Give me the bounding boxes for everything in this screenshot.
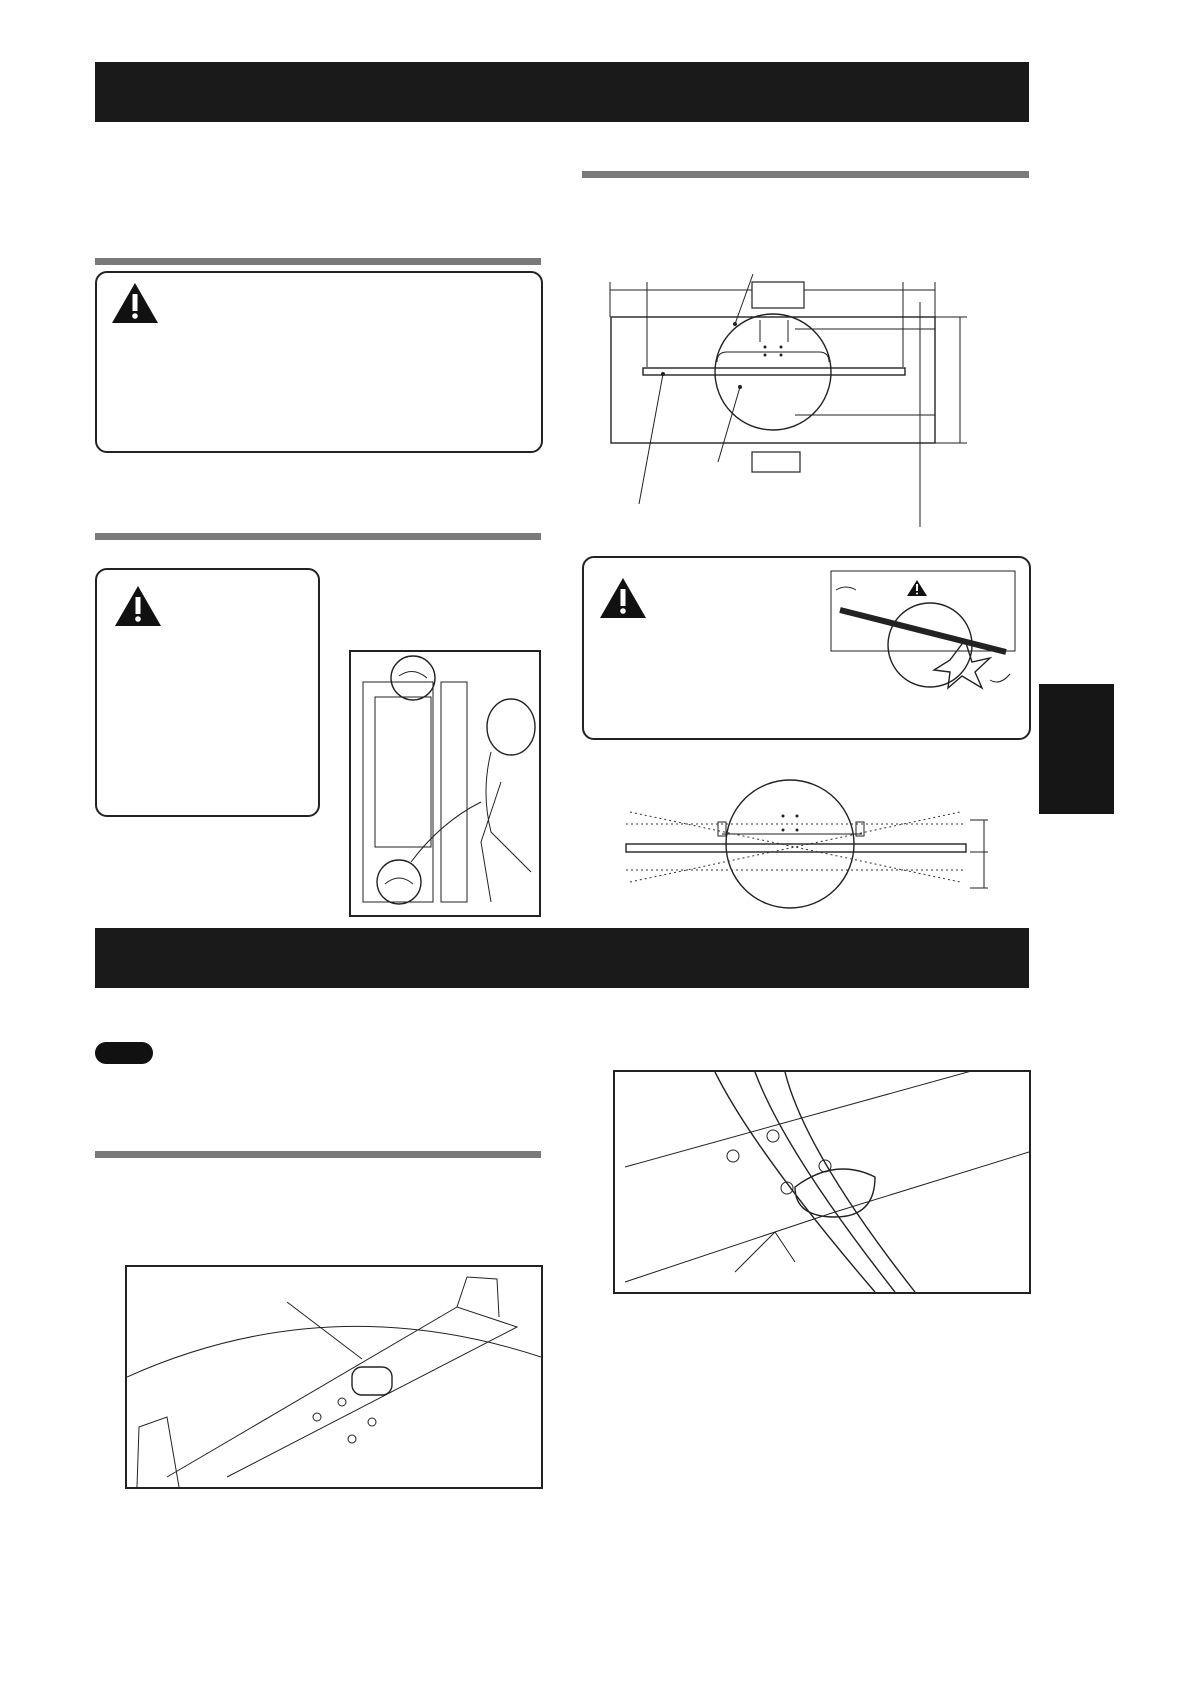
stand-base-illustration — [125, 1265, 543, 1489]
middle-title-band — [95, 928, 1029, 988]
lifting-illustration — [349, 650, 541, 917]
warning-box-1 — [95, 271, 543, 453]
warning-box-3 — [582, 556, 1031, 740]
section-rule-left-2 — [95, 533, 541, 540]
section-rule-left-3 — [95, 1151, 541, 1158]
stand-dimension-diagram — [605, 272, 975, 534]
cable-clamp-illustration — [613, 1070, 1031, 1294]
tilt-warning-illustration — [830, 570, 1016, 695]
warning-box-2 — [95, 568, 320, 817]
note-badge — [95, 1042, 153, 1064]
section-rule-left-1 — [95, 258, 541, 265]
warning-triangle-icon — [113, 584, 163, 628]
warning-triangle-icon — [598, 576, 648, 620]
chapter-tab — [1039, 684, 1114, 814]
warning-triangle-icon — [110, 281, 160, 325]
section-rule-right-top — [582, 171, 1029, 178]
tilt-range-diagram — [620, 772, 1000, 912]
top-title-band — [95, 62, 1029, 122]
